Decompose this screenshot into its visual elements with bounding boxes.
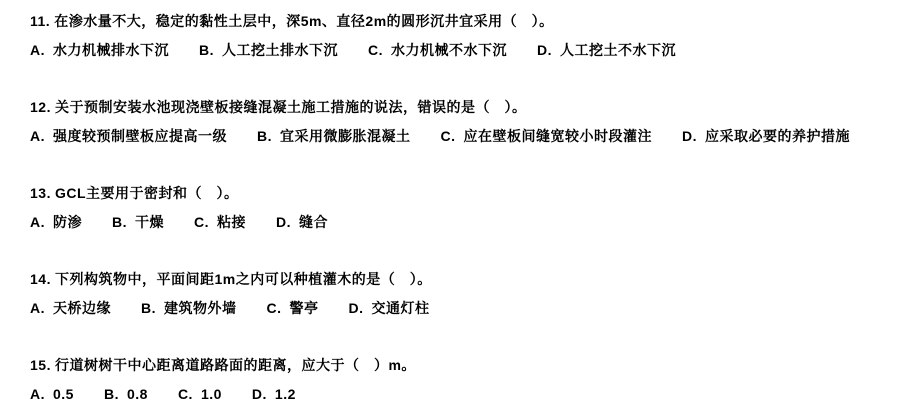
question-text: GCL主要用于密封和（ ）。	[54, 185, 239, 201]
option-b-label: B.	[112, 214, 127, 230]
option-c-text: 1.0	[200, 386, 222, 402]
option-d-label: D.	[251, 386, 267, 402]
question-stem	[30, 185, 921, 201]
option-b-text: 宜采用微膨胀混凝土	[280, 128, 411, 144]
question-block	[30, 99, 921, 144]
option-a-label: A.	[30, 128, 45, 144]
option-a	[30, 300, 111, 316]
option-d-label: D.	[537, 42, 552, 58]
option-c	[441, 128, 653, 144]
option-a-label: A.	[30, 300, 45, 316]
option-a	[30, 214, 82, 230]
question-stem	[30, 13, 921, 29]
question-text: 关于预制安装水池现浇壁板接缝混凝土施工措施的说法，错误的是（ ）。	[54, 99, 527, 115]
option-b	[257, 128, 411, 144]
option-d-label: D.	[348, 300, 364, 316]
question-stem	[30, 357, 921, 373]
option-c-label: C.	[177, 386, 193, 402]
option-a-text: 防渗	[53, 214, 82, 230]
option-a-text: 强度较预制壁板应提高一级	[53, 128, 227, 144]
option-b-label: B.	[103, 386, 119, 402]
option-c-label: C.	[266, 300, 282, 316]
option-a	[30, 42, 169, 58]
question-block	[30, 13, 921, 58]
question-number: 15.	[30, 357, 51, 373]
question-number: 12.	[30, 99, 51, 115]
option-b-text: 建筑物外墙	[164, 300, 237, 316]
option-c-text: 水力机械不水下沉	[391, 42, 507, 58]
options-row	[30, 300, 921, 316]
option-b-text: 人工挖土排水下沉	[222, 42, 338, 58]
question-block	[30, 357, 921, 402]
option-b	[112, 214, 164, 230]
options-row	[30, 386, 921, 402]
option-c	[194, 214, 246, 230]
option-d-text: 交通灯柱	[371, 300, 430, 316]
question-stem	[30, 271, 921, 287]
option-c	[178, 386, 222, 402]
option-d	[349, 300, 430, 316]
option-c-label: C.	[194, 214, 209, 230]
question-block	[30, 185, 921, 230]
option-a-text: 水力机械排水下沉	[53, 42, 169, 58]
option-a-label: A.	[30, 42, 45, 58]
option-a-label: A.	[30, 214, 45, 230]
option-d	[537, 42, 676, 58]
option-b-text: 0.8	[126, 386, 148, 402]
option-c-text: 应在壁板间缝宽较小时段灌注	[463, 128, 652, 144]
option-a	[30, 128, 227, 144]
question-text: 行道树树干中心距离道路路面的距离，应大于（ ）m。	[54, 357, 416, 373]
option-c-text: 粘接	[217, 214, 246, 230]
options-row	[30, 42, 921, 58]
option-c-text: 警亭	[289, 300, 319, 316]
option-d-label: D.	[276, 214, 291, 230]
option-a	[30, 386, 74, 402]
option-d-label: D.	[682, 128, 697, 144]
question-number: 11.	[30, 13, 51, 29]
question-text: 在渗水量不大，稳定的黏性土层中，深5m、直径2m的圆形沉井宜采用（ ）。	[54, 13, 554, 29]
option-b	[104, 386, 148, 402]
option-d	[252, 386, 296, 402]
option-b-label: B.	[199, 42, 214, 58]
option-a-text: 天桥边缘	[53, 300, 111, 316]
option-b	[199, 42, 338, 58]
question-number: 13.	[30, 185, 51, 201]
option-c-label: C.	[440, 128, 456, 144]
option-b-label: B.	[257, 128, 272, 144]
option-d-text: 1.2	[274, 386, 296, 402]
option-d	[276, 214, 328, 230]
options-row	[30, 128, 921, 144]
question-text: 下列构筑物中，平面间距1m之内可以种植灌木的是（ ）。	[54, 271, 432, 287]
option-d-text: 缝合	[299, 214, 328, 230]
option-d	[682, 128, 850, 144]
option-c-label: C.	[368, 42, 383, 58]
option-a-label: A.	[30, 386, 45, 402]
option-d-text: 人工挖土不水下沉	[560, 42, 676, 58]
option-b-label: B.	[141, 300, 156, 316]
option-d-text: 应采取必要的养护措施	[705, 128, 850, 144]
question-stem	[30, 99, 921, 115]
option-b-text: 干燥	[135, 214, 164, 230]
option-c	[267, 300, 319, 316]
option-c	[368, 42, 507, 58]
question-block	[30, 271, 921, 316]
options-row	[30, 214, 921, 230]
question-number: 14.	[30, 271, 51, 287]
option-b	[141, 300, 237, 316]
option-a-text: 0.5	[53, 386, 74, 402]
